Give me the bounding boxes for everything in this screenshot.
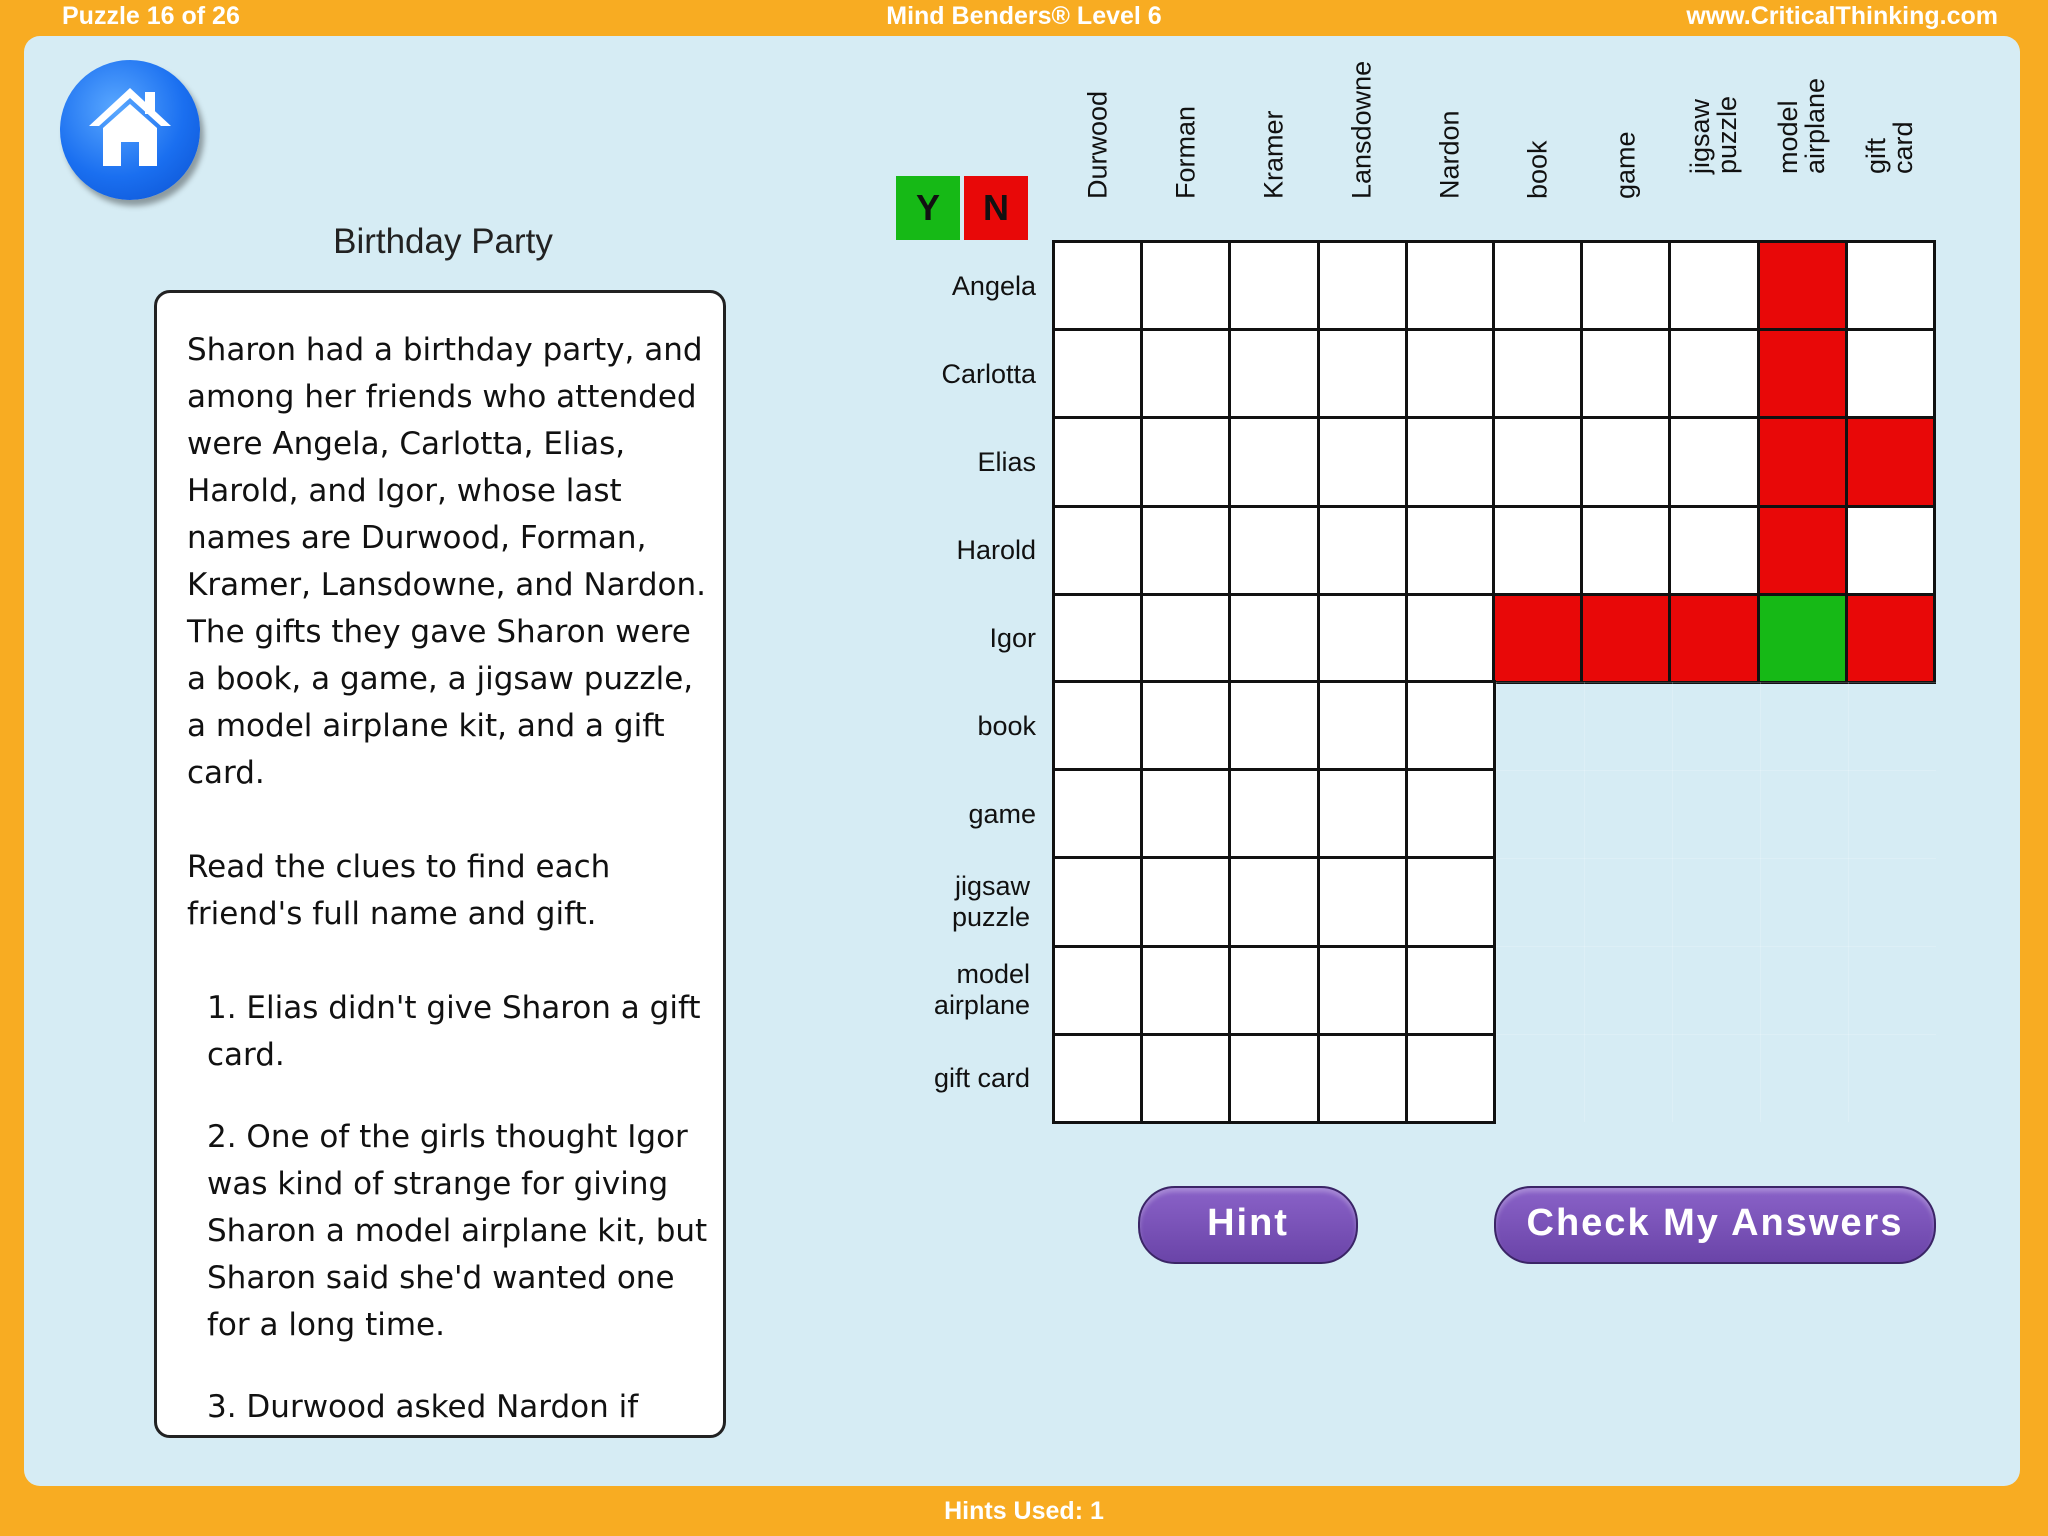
grid-cell[interactable] bbox=[1320, 596, 1405, 681]
col-header-lansdowne: Lansdowne bbox=[1346, 60, 1377, 199]
grid-cell[interactable] bbox=[1320, 331, 1405, 416]
top-bar bbox=[0, 0, 2048, 34]
grid-cell[interactable] bbox=[1760, 331, 1845, 416]
grid-cell[interactable] bbox=[1583, 596, 1668, 681]
grid-cell[interactable] bbox=[1671, 419, 1756, 504]
row-header-harold: Harold bbox=[956, 534, 1036, 565]
story-intro: Sharon had a birthday party, and among her friends who attended were Angela, Carlotta, Elias, Harold, and Igor, whose last names are Durwood, Forman, Kramer, Lansdowne, and Nardon. The gifts they gave Sharon were a book, a game, a jigsaw puzzle, a model airplane kit, and a gift card. bbox=[187, 332, 706, 791]
grid-cell[interactable] bbox=[1143, 1036, 1228, 1121]
grid-cell[interactable] bbox=[1055, 859, 1140, 944]
puzzle-title: Birthday Party bbox=[333, 222, 553, 261]
grid-names-vs-gifts bbox=[1492, 240, 1936, 684]
grid-cell[interactable] bbox=[1143, 771, 1228, 856]
grid-cell[interactable] bbox=[1143, 596, 1228, 681]
col-header-durwood: Durwood bbox=[1082, 90, 1113, 199]
clue-item: 3. Durwood asked Nardon if bbox=[207, 1389, 639, 1425]
level-title: Mind Benders® Level 6 bbox=[886, 2, 1162, 30]
grid-cell[interactable] bbox=[1408, 508, 1493, 593]
col-header-model-airplane: model airplane bbox=[1773, 77, 1830, 174]
grid-cell[interactable] bbox=[1408, 948, 1493, 1033]
grid-cell[interactable] bbox=[1231, 683, 1316, 768]
grid-cell[interactable] bbox=[1231, 1036, 1316, 1121]
col-header-kramer: Kramer bbox=[1258, 110, 1289, 199]
grid-cell[interactable] bbox=[1320, 419, 1405, 504]
row-header-jigsaw-puzzle: jigsaw puzzle bbox=[951, 871, 1030, 932]
story-scroll-box[interactable] bbox=[154, 290, 726, 1438]
grid-cell[interactable] bbox=[1143, 859, 1228, 944]
check-answers-button[interactable]: Check My Answers bbox=[1494, 1186, 1936, 1264]
grid-cell[interactable] bbox=[1055, 331, 1140, 416]
website-link[interactable]: www.CriticalThinking.com bbox=[1686, 2, 1998, 30]
row-header-elias: Elias bbox=[977, 446, 1036, 477]
grid-cell[interactable] bbox=[1671, 331, 1756, 416]
grid-cells bbox=[1055, 243, 1493, 681]
grid-cell[interactable] bbox=[1231, 948, 1316, 1033]
col-header-book: book bbox=[1522, 140, 1553, 199]
grid-cell[interactable] bbox=[1143, 243, 1228, 328]
grid-cell[interactable] bbox=[1583, 508, 1668, 593]
grid-gifts-vs-lastnames bbox=[1052, 680, 1496, 1124]
hints-used-counter: Hints Used: 1 bbox=[944, 1497, 1104, 1525]
clue-item: 1. Elias didn't give Sharon a gift card. bbox=[207, 990, 701, 1073]
grid-cell[interactable] bbox=[1143, 508, 1228, 593]
puzzle-counter: Puzzle 16 of 26 bbox=[62, 2, 240, 30]
grid-cell[interactable] bbox=[1671, 508, 1756, 593]
grid-cell[interactable] bbox=[1583, 243, 1668, 328]
grid-cell[interactable] bbox=[1320, 1036, 1405, 1121]
col-header-game: game bbox=[1610, 131, 1641, 199]
clue-item: 2. One of the girls thought Igor was kind of strange for giving Sharon a model airplane kit, but Sharon said she'd wanted one for a long time. bbox=[207, 1119, 708, 1343]
grid-cell[interactable] bbox=[1231, 419, 1316, 504]
col-header-jigsaw-puzzle: jigsaw puzzle bbox=[1685, 95, 1742, 174]
grid-cell[interactable] bbox=[1055, 1036, 1140, 1121]
grid-cell[interactable] bbox=[1671, 243, 1756, 328]
grid-cell[interactable] bbox=[1848, 508, 1933, 593]
grid-cell[interactable] bbox=[1408, 683, 1493, 768]
row-header-carlotta: Carlotta bbox=[941, 358, 1036, 389]
grid-cell[interactable] bbox=[1583, 331, 1668, 416]
grid-cell[interactable] bbox=[1055, 683, 1140, 768]
unused-grid-area bbox=[1496, 682, 1936, 1122]
grid-cell[interactable] bbox=[1408, 243, 1493, 328]
grid-cell[interactable] bbox=[1055, 508, 1140, 593]
no-marker-button[interactable]: N bbox=[964, 176, 1028, 240]
grid-cell[interactable] bbox=[1055, 948, 1140, 1033]
grid-cell[interactable] bbox=[1848, 419, 1933, 504]
grid-cell[interactable] bbox=[1055, 771, 1140, 856]
grid-cell[interactable] bbox=[1143, 331, 1228, 416]
grid-cell[interactable] bbox=[1408, 419, 1493, 504]
grid-cell[interactable] bbox=[1408, 596, 1493, 681]
grid-cell[interactable] bbox=[1848, 596, 1933, 681]
grid-cell[interactable] bbox=[1495, 596, 1580, 681]
grid-cell[interactable] bbox=[1143, 419, 1228, 504]
grid-cell[interactable] bbox=[1760, 419, 1845, 504]
grid-cells bbox=[1495, 243, 1933, 681]
grid-cell[interactable] bbox=[1848, 331, 1933, 416]
grid-cell[interactable] bbox=[1760, 508, 1845, 593]
grid-cell[interactable] bbox=[1320, 948, 1405, 1033]
grid-cell[interactable] bbox=[1408, 771, 1493, 856]
row-header-gift-card: gift card bbox=[933, 1062, 1030, 1093]
grid-cell[interactable] bbox=[1231, 243, 1316, 328]
grid-cell[interactable] bbox=[1055, 243, 1140, 328]
grid-cell[interactable] bbox=[1320, 859, 1405, 944]
grid-cell[interactable] bbox=[1055, 419, 1140, 504]
yes-marker-button[interactable]: Y bbox=[896, 176, 960, 240]
grid-cell[interactable] bbox=[1495, 419, 1580, 504]
row-header-model-airplane: model airplane bbox=[933, 959, 1030, 1020]
grid-cell[interactable] bbox=[1583, 419, 1668, 504]
grid-cell[interactable] bbox=[1320, 508, 1405, 593]
grid-cell[interactable] bbox=[1320, 243, 1405, 328]
col-header-gift-card: gift card bbox=[1861, 121, 1918, 174]
grid-cell[interactable] bbox=[1760, 243, 1845, 328]
grid-cell[interactable] bbox=[1760, 596, 1845, 681]
home-button[interactable] bbox=[60, 60, 200, 200]
row-header-book: book bbox=[977, 710, 1036, 741]
grid-cell[interactable] bbox=[1143, 948, 1228, 1033]
grid-cell[interactable] bbox=[1320, 683, 1405, 768]
grid-cell[interactable] bbox=[1848, 243, 1933, 328]
grid-cell[interactable] bbox=[1055, 596, 1140, 681]
grid-cell[interactable] bbox=[1408, 859, 1493, 944]
grid-cell[interactable] bbox=[1495, 508, 1580, 593]
row-header-igor: Igor bbox=[989, 622, 1036, 653]
col-header-nardon: Nardon bbox=[1434, 110, 1465, 199]
story-content bbox=[187, 327, 712, 1438]
grid-cell[interactable] bbox=[1320, 771, 1405, 856]
col-header-forman: Forman bbox=[1170, 105, 1201, 199]
grid-cell[interactable] bbox=[1231, 508, 1316, 593]
clue-list bbox=[187, 985, 712, 1431]
grid-cells bbox=[1055, 683, 1493, 1121]
row-header-game: game bbox=[968, 798, 1036, 829]
grid-cell[interactable] bbox=[1408, 331, 1493, 416]
grid-cell[interactable] bbox=[1231, 331, 1316, 416]
story-instructions: Read the clues to find each friend's full name and gift. bbox=[187, 849, 611, 932]
grid-cell[interactable] bbox=[1231, 859, 1316, 944]
grid-cell[interactable] bbox=[1408, 1036, 1493, 1121]
grid-cell[interactable] bbox=[1231, 596, 1316, 681]
grid-cell[interactable] bbox=[1143, 683, 1228, 768]
row-header-angela: Angela bbox=[951, 270, 1036, 301]
grid-names-vs-lastnames bbox=[1052, 240, 1496, 684]
grid-cell[interactable] bbox=[1671, 596, 1756, 681]
grid-cell[interactable] bbox=[1495, 331, 1580, 416]
hint-button[interactable]: Hint bbox=[1138, 1186, 1358, 1264]
grid-cell[interactable] bbox=[1231, 771, 1316, 856]
home-icon bbox=[85, 82, 175, 172]
grid-cell[interactable] bbox=[1495, 243, 1580, 328]
